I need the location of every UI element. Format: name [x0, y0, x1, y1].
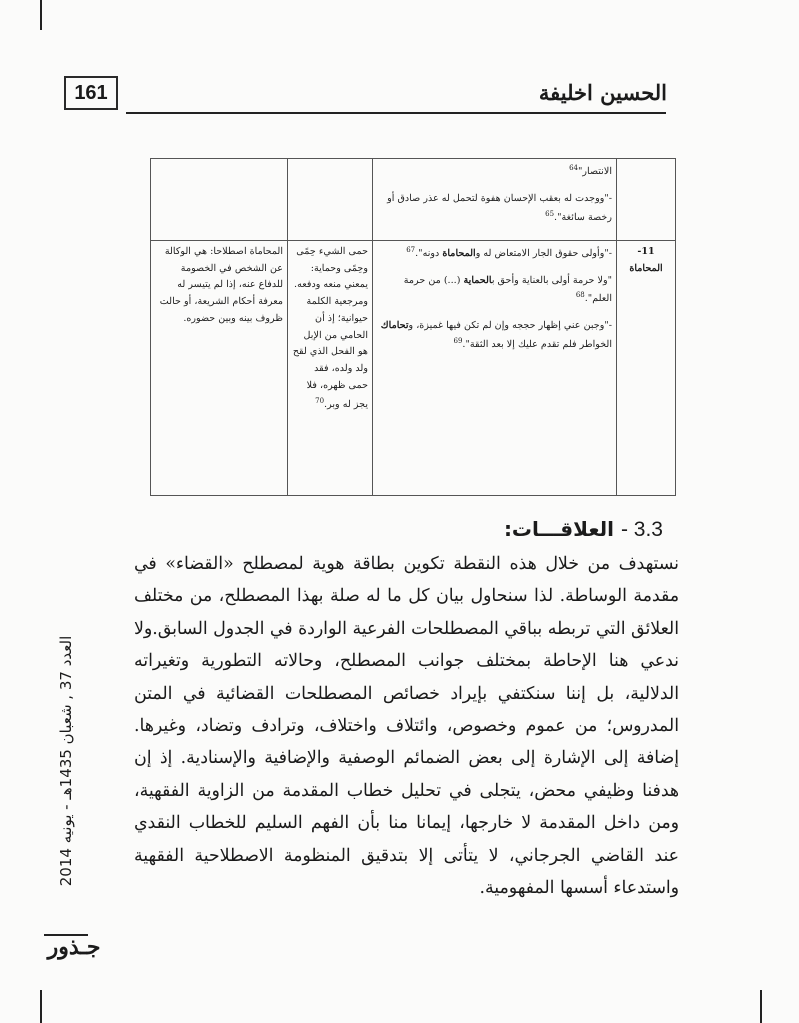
crop-mark-bottom-left: [40, 990, 42, 1023]
term-label: المحاماة: [629, 262, 663, 274]
usage-item: -"وجبن عني إظهار حججه وإن لم تكن فيها غميزة، وتحاماك الخواطر فلم تقدم عليك إلا بعد الثقة".$^{69}$: [380, 320, 612, 351]
usage-item: [377, 162, 612, 181]
header-rule: [126, 112, 666, 114]
technical-cell: [151, 159, 288, 241]
technical-definition: المحاماة اصطلاحا: هي الوكالة عن الشخص في الخصومة للدفاع عنه، إذا لم يتيسر له معرفة أحكام الشريعة، أو حالت ظروف بينه وبين حضوره.: [159, 245, 283, 324]
footnote-ref: 69: [453, 337, 463, 346]
section-number: 3.3 -: [620, 518, 663, 541]
issue-info: العدد 37 , شعبان 1435هـ - يونيه 2014: [57, 635, 75, 887]
usage-cell: [373, 159, 617, 241]
journal-logo: جـذور: [47, 934, 101, 960]
footnote-ref: 68: [575, 291, 585, 300]
usage-text: الانتصار": [578, 166, 612, 178]
technical-cell: [151, 240, 288, 495]
footnote-ref: 64: [569, 164, 578, 172]
lexical-cell: [288, 159, 373, 241]
term-table: [150, 158, 676, 496]
section-title: العلاقـــات:: [503, 517, 614, 541]
section-heading: [504, 517, 663, 542]
term-cell: [617, 240, 676, 495]
footnote-ref: 70: [315, 396, 325, 405]
footnote-ref: 65: [545, 209, 555, 218]
usage-item: [377, 191, 612, 227]
highlighted-term: تحاماك: [380, 320, 409, 332]
lexical-definition: حمى الشيء حِمًى وحِمًى وحماية: يمعني منعه ودفعه. ومرجعية الكلمة حيوانية؛ إذ أن الحامي من الإبل هو الفحل الذي لقح ولد ولده، فقد حمى ظهره، فلا يجز له وبر.: [292, 245, 368, 410]
table-row: [151, 240, 676, 495]
body-paragraph: نستهدف من خلال هذه النقطة تكوين بطاقة هوية لمصطلح «القضاء» في مقدمة الوساطة. لذا سنحاول بيان كل ما له صلة بهذا المصطلح، من مختلف العلائق التي تربطه بباقي المصطلحات الفرعية الواردة في الجدول السابق.ولا ندعي هنا الإحاطة بمختلف جوانب المصطلح، وحالاته التطورية وتغيراته الدلالية، بل إننا سنكتفي بإيراد خصائص المصطلحات القضائية في المتن المدروس؛ من عموم وخصوص، وائتلاف واختلاف، وترادف وتضاد، وغيرها. إضافة إلى الإشارة إلى بعض الضمائم الوصفية والإضافية والإسنادية. إذ إن هدفنا وظيفي محض، يتجلى في تحليل خطاب المقدمة من الزاوية الفقهية، ومن داخل المقدمة لا خارجها، إيمانا منا بأن الفهم السليم للخطاب النقدي عند القاضي الجرجاني، لا يتأتى إلا بتدقيق المنظومة الاصطلاحية الفقهية واستدعاء أسسها المفهومية.: [134, 554, 679, 899]
footnote-ref: 67: [406, 245, 416, 254]
usage-item: -"وأولى حقوق الجار الامتعاض له والمحاماة دونه".$^{67}$: [406, 245, 612, 259]
running-head: الحسين اخليفة: [538, 80, 667, 105]
crop-mark-bottom-right: [760, 990, 762, 1023]
lexical-cell: [288, 240, 373, 495]
issue-footer: [46, 596, 86, 926]
table-row: [151, 159, 676, 241]
usage-item: "ولا حرمة أولى بالعناية وأحق بالحماية (...) من حرمة العلم".$^{68}$: [403, 274, 612, 305]
crop-mark-top-left: [40, 0, 42, 30]
term-cell: [617, 159, 676, 241]
page-number: 161: [64, 76, 118, 110]
highlighted-term: المحاماة: [442, 247, 476, 259]
usage-text: -"ووجدت له بعقب الإحسان هفوة لتحمل له عذر صادق أو رخصة سائغة".: [387, 192, 612, 223]
usage-cell: [373, 240, 617, 495]
term-number: 11-: [637, 245, 655, 257]
highlighted-term: الحماية: [463, 274, 492, 286]
